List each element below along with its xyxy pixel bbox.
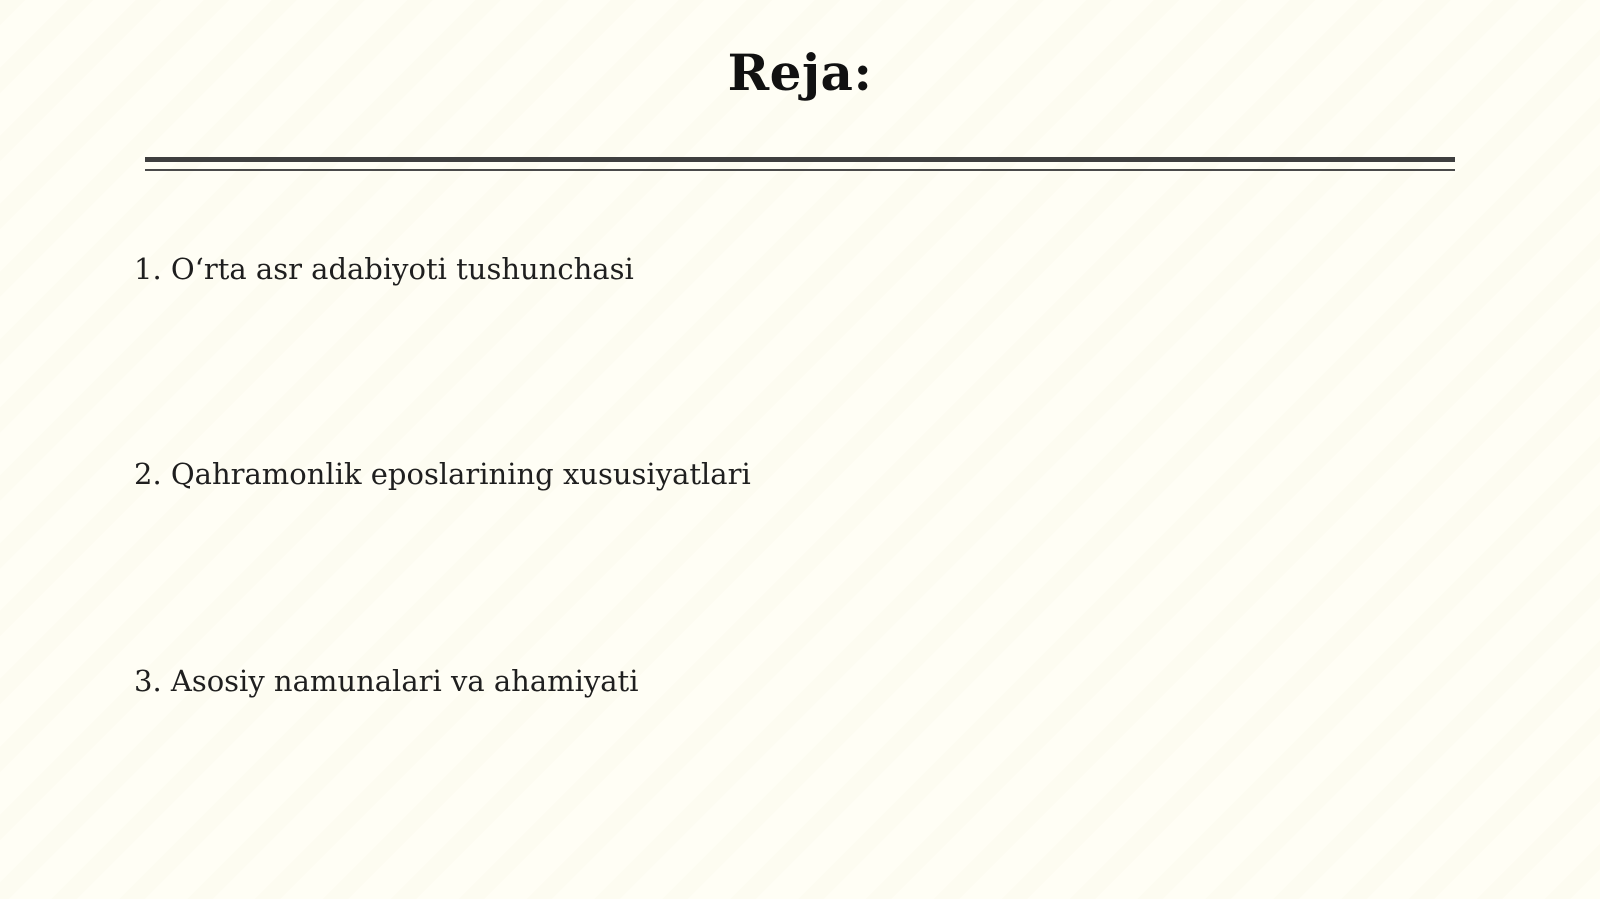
plan-item-1: 1. O‘rta asr adabiyoti tushunchasi [134,252,634,286]
title-divider-thick [145,157,1455,162]
slide-title: Reja: [727,43,873,102]
plan-item-2: 2. Qahramonlik eposlarining xususiyatlari [134,457,751,491]
title-divider-thin [145,169,1455,171]
plan-item-3: 3. Asosiy namunalari va ahamiyati [134,664,639,698]
